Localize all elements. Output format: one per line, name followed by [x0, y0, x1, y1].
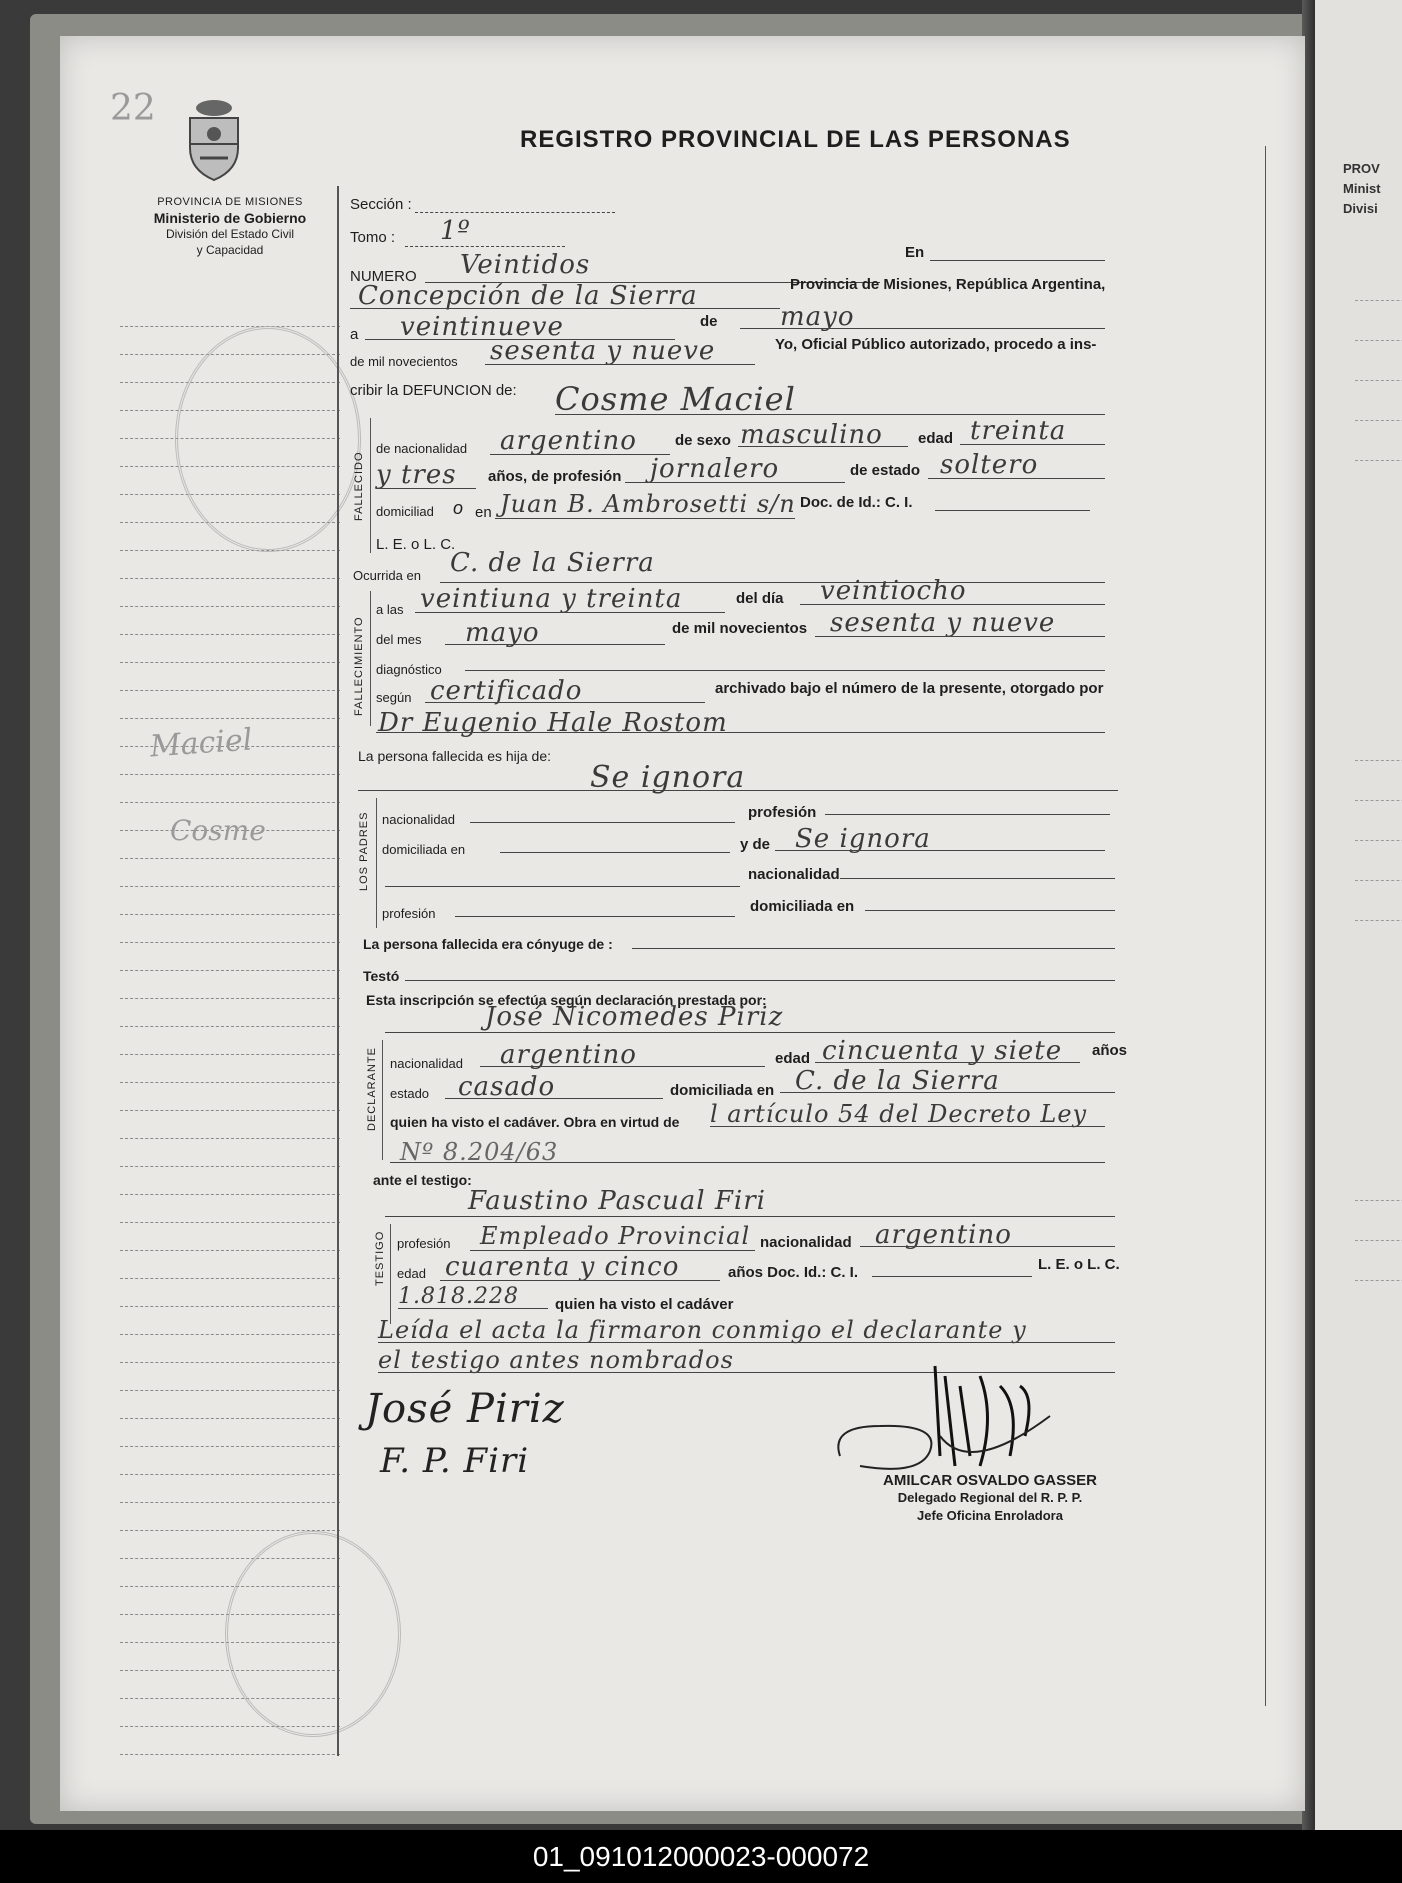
nacionalidad-label: de nacionalidad: [376, 441, 468, 456]
page-number: 22: [110, 88, 156, 129]
edad-value: treinta: [970, 416, 1067, 446]
a-las-label: a las: [376, 602, 404, 617]
ocurrida-value: C. de la Sierra: [450, 548, 655, 578]
archive-identifier: 01_091012000023-000072: [0, 1830, 1402, 1883]
anio-prefix-label: de mil novecientos: [350, 354, 458, 369]
numero-value: Veintidos: [460, 250, 591, 280]
next-page-rule: [1355, 380, 1402, 381]
padre-nacionalidad-line: [470, 822, 735, 823]
ocurrida-label: Ocurrida en: [353, 568, 421, 583]
padres-section-label: LOS PADRES: [358, 811, 370, 891]
seccion-line: [415, 212, 615, 213]
official-role-1: Delegado Regional del R. P. P.: [897, 1490, 1083, 1505]
segun-value: certificado: [430, 676, 583, 706]
declarante-nacionalidad-label: nacionalidad: [390, 1056, 464, 1071]
padre-nacionalidad-label: nacionalidad: [382, 812, 456, 827]
madre-value: Se ignora: [795, 824, 931, 854]
sexo-label: de sexo: [675, 432, 731, 449]
declarante-estado-label: estado: [390, 1086, 430, 1101]
tomo-label: Tomo :: [350, 229, 396, 246]
hora-line: [415, 612, 725, 613]
margin-rule: [120, 1754, 340, 1755]
closing-line-1-rule: [378, 1342, 1115, 1343]
margin-rule: [120, 718, 340, 719]
margin-rule: [120, 970, 340, 971]
faded-stamp-bottom: [225, 1531, 401, 1737]
form-right-border: [1265, 146, 1266, 1706]
testigo-doc-line: [872, 1276, 1032, 1277]
coat-of-arms-icon: [180, 96, 248, 182]
next-page-rule: [1355, 1240, 1402, 1241]
declarante-edad-label: edad: [775, 1050, 811, 1067]
signature-declarante: José Piriz: [365, 1386, 565, 1432]
dia-fallecimiento-line: [800, 604, 1105, 605]
margin-rule: [120, 1278, 340, 1279]
margin-rule: [120, 690, 340, 691]
declarante-nacionalidad-line: [480, 1066, 765, 1067]
hija-de-label: La persona fallecida es hija de:: [358, 748, 552, 764]
declarante-domicilio-value: C. de la Sierra: [795, 1066, 1000, 1096]
document-page: [60, 36, 1305, 1811]
signature-testigo: F. P. Firi: [380, 1441, 530, 1481]
y-de-label: y de: [740, 836, 771, 853]
margin-header-province: PROVINCIA DE MISIONES: [157, 196, 303, 208]
next-page-rule: [1355, 800, 1402, 801]
margin-rule: [120, 998, 340, 999]
a-label: a: [350, 326, 359, 343]
dia-value: veintinueve: [400, 312, 564, 342]
anio-fallecimiento-label: de mil novecientos: [672, 620, 808, 637]
next-page-rule: [1355, 300, 1402, 301]
margin-header-division: División del Estado Civil: [165, 227, 295, 241]
padres-bracket: [376, 798, 377, 928]
domicilio-line: [495, 518, 795, 519]
de-label: de: [700, 313, 718, 330]
declarante-name-line: [385, 1032, 1115, 1033]
margin-rule: [120, 1222, 340, 1223]
next-page-rule: [1355, 920, 1402, 921]
margin-rule: [120, 634, 340, 635]
profesion-label: años, de profesión: [488, 468, 622, 485]
testigo-doc-label: años Doc. Id.: C. I.: [728, 1264, 859, 1281]
margin-rule: [120, 550, 340, 551]
tomo-value: 1º: [440, 216, 471, 246]
oficial-statement: Yo, Oficial Público autorizado, procedo a ins-: [775, 336, 1097, 353]
medico-value: Dr Eugenio Hale Rostom: [378, 708, 728, 738]
next-page-line2: Minist: [1343, 181, 1381, 196]
margin-header-ministry: Ministerio de Gobierno: [153, 210, 307, 226]
tomo-line: [405, 246, 565, 247]
testigo-profesion-value: Empleado Provincial: [480, 1222, 751, 1250]
anio-value: sesenta y nueve: [490, 336, 716, 366]
next-page-rule: [1355, 420, 1402, 421]
dia-fallecimiento-value: veintiocho: [820, 576, 967, 606]
testigo-edad-label: edad: [397, 1266, 426, 1281]
next-page-rule: [1355, 460, 1402, 461]
lugar-line: [350, 308, 780, 309]
testigo-section-label: TESTIGO: [374, 1230, 386, 1286]
testigo-intro: ante el testigo:: [373, 1172, 472, 1188]
testigo-edad-line: [440, 1280, 720, 1281]
margin-rule: [120, 1138, 340, 1139]
margin-rule: [120, 1418, 340, 1419]
anio-fallecimiento-line: [815, 636, 1105, 637]
doc-label: Doc. de Id.: C. I.: [800, 494, 913, 511]
padre-line: [358, 790, 1118, 791]
next-page-rule: [1355, 340, 1402, 341]
anio-fallecimiento-value: sesenta y nueve: [830, 608, 1056, 638]
margin-rule: [120, 1166, 340, 1167]
testo-line: [405, 980, 1115, 981]
testigo-profesion-line: [470, 1250, 755, 1251]
decreto-value: Nº 8.204/63: [400, 1138, 559, 1166]
testigo-le-lc-label: L. E. o L. C.: [1038, 1256, 1120, 1273]
profesion-line: [625, 482, 845, 483]
mes-fallecimiento-line: [445, 644, 665, 645]
next-page-line3: Divisi: [1343, 201, 1378, 216]
madre-extra-line: [385, 886, 740, 887]
margin-note-surname: Maciel: [148, 722, 254, 765]
margin-rule: [120, 1194, 340, 1195]
official-name: AMILCAR OSVALDO GASSER: [883, 1472, 1097, 1489]
margin-rule: [120, 326, 340, 327]
testigo-nacionalidad-value: argentino: [875, 1220, 1012, 1250]
domicilio-en-label: en: [475, 504, 492, 521]
declarante-anios-label: años: [1092, 1042, 1128, 1059]
testigo-nacionalidad-label: nacionalidad: [760, 1234, 852, 1251]
margin-rule: [120, 1082, 340, 1083]
edad-value-cont: y tres: [376, 460, 457, 490]
margin-rule: [120, 578, 340, 579]
seccion-label: Sección :: [350, 196, 412, 213]
margin-rule: [120, 1250, 340, 1251]
madre-profesion-label: profesión: [382, 906, 436, 921]
madre-nacionalidad-line: [840, 878, 1115, 879]
domicilio-suffix: o: [453, 498, 464, 518]
edad-line: [960, 444, 1105, 445]
next-page-rule: [1355, 1200, 1402, 1201]
declarante-estado-line: [445, 1098, 663, 1099]
declarante-edad-line: [815, 1062, 1080, 1063]
numero-label: NUMERO: [350, 268, 417, 285]
domicilio-label: domiciliad: [376, 504, 434, 519]
padre-value: Se ignora: [590, 760, 746, 795]
madre-domicilio-label: domiciliada en: [750, 898, 855, 915]
margin-note-given-name: Cosme: [170, 814, 266, 847]
declarante-domicilio-line: [780, 1092, 1115, 1093]
margin-rule: [120, 914, 340, 915]
testigo-name-line: [385, 1216, 1115, 1217]
decreto-line: [390, 1162, 1105, 1163]
testigo-profesion-label: profesión: [397, 1236, 451, 1251]
edad-cont-line: [376, 488, 476, 489]
margin-rule: [120, 942, 340, 943]
margin-rule: [120, 1306, 340, 1307]
domicilio-value: Juan B. Ambrosetti s/n: [500, 490, 796, 518]
margin-rule: [120, 1362, 340, 1363]
margin-rule: [120, 886, 340, 887]
conyuge-label: La persona fallecida era cónyuge de :: [363, 936, 613, 952]
declarante-domicilio-label: domiciliada en: [670, 1082, 775, 1099]
next-page-line1: PROV: [1343, 161, 1380, 176]
le-lc-label: L. E. o L. C.: [376, 536, 456, 553]
madre-profesion-line: [455, 916, 735, 917]
declarante-section-label: DECLARANTE: [366, 1047, 378, 1131]
declarante-bracket: [382, 1040, 383, 1160]
margin-rule: [120, 858, 340, 859]
declarante-cadaver-label: quien ha visto el cadáver. Obra en virtud de: [390, 1114, 680, 1130]
deceased-name-value: Cosme Maciel: [555, 380, 796, 418]
margin-header: [110, 194, 350, 258]
declarante-name-value: José Nicomedes Piriz: [485, 1002, 784, 1032]
hora-value: veintiuna y treinta: [420, 584, 683, 614]
margin-rule: [120, 1390, 340, 1391]
en-label: En: [905, 244, 925, 261]
padre-profesion-label: profesión: [748, 804, 817, 821]
edad-label: edad: [918, 430, 954, 447]
segun-label: según: [376, 690, 412, 705]
mes-line: [740, 328, 1105, 329]
form-left-border: [337, 186, 339, 1756]
margin-rule: [120, 606, 340, 607]
nacionalidad-value: argentino: [500, 426, 637, 456]
official-role-2: Jefe Oficina Enroladora: [917, 1508, 1063, 1523]
anio-line: [485, 364, 755, 365]
closing-line-2: el testigo antes nombrados: [378, 1346, 734, 1374]
declarante-nacionalidad-value: argentino: [500, 1040, 637, 1070]
en-line: [930, 260, 1105, 261]
official-signature-icon: [820, 1356, 1080, 1486]
margin-rule: [120, 1054, 340, 1055]
testigo-ci-line: [398, 1308, 548, 1309]
sexo-value: masculino: [740, 420, 883, 450]
next-page-rule: [1355, 760, 1402, 761]
conyuge-line: [632, 948, 1115, 949]
margin-rule: [120, 1474, 340, 1475]
sexo-line: [738, 446, 908, 447]
ocurrida-line: [440, 582, 1105, 583]
madre-nacionalidad-label: nacionalidad: [748, 866, 840, 883]
testigo-bracket: [390, 1224, 391, 1324]
margin-rule: [120, 1446, 340, 1447]
deceased-name-line: [555, 414, 1105, 415]
inscribir-label: cribir la DEFUNCION de:: [350, 382, 517, 399]
provincia-label: Provincia de Misiones, República Argentina,: [790, 276, 1106, 293]
testigo-name-value: Faustino Pascual Firi: [468, 1186, 766, 1216]
obra-line: [710, 1126, 1105, 1127]
mes-value: mayo: [780, 302, 855, 332]
segun-line: [425, 702, 705, 703]
next-page-rule: [1355, 840, 1402, 841]
estado-label: de estado: [850, 462, 921, 479]
del-mes-label: del mes: [376, 632, 422, 647]
estado-line: [928, 478, 1105, 479]
nacionalidad-line: [490, 454, 670, 455]
estado-value: soltero: [940, 450, 1039, 480]
lugar-value: Concepción de la Sierra: [358, 281, 698, 311]
doc-line: [935, 510, 1090, 511]
faded-stamp-top: [175, 326, 361, 552]
document-title: REGISTRO PROVINCIAL DE LAS PERSONAS: [520, 126, 1071, 153]
margin-rule: [120, 1026, 340, 1027]
padre-domicilio-label: domiciliada en: [382, 842, 466, 857]
madre-domicilio-line: [865, 910, 1115, 911]
medico-line: [376, 732, 1105, 733]
declarante-estado-value: casado: [458, 1072, 556, 1102]
margin-rule: [120, 774, 340, 775]
padre-domicilio-line: [500, 852, 730, 853]
next-page-edge: [1315, 0, 1402, 1830]
margin-rule: [120, 1334, 340, 1335]
testigo-ci-value: 1.818.228: [398, 1284, 519, 1309]
fallecimiento-section-label: FALLECIMIENTO: [353, 616, 365, 716]
declaracion-intro: Esta inscripción se efectúa según declaración prestada por:: [366, 992, 767, 1008]
fallecimiento-bracket: [370, 591, 371, 726]
mes-fallecimiento-value: mayo: [465, 618, 540, 648]
next-page-rule: [1355, 1280, 1402, 1281]
fallecido-bracket: [370, 418, 371, 553]
margin-header-capacity: y Capacidad: [196, 243, 264, 257]
del-dia-label: del día: [736, 590, 784, 607]
archivado-label: archivado bajo el número de la presente, otorgado por: [715, 680, 1104, 697]
profesion-value: jornalero: [650, 454, 780, 484]
next-page-rule: [1355, 880, 1402, 881]
declarante-edad-value: cincuenta y siete: [822, 1036, 1063, 1066]
margin-rule: [120, 802, 340, 803]
closing-line-1: Leída el acta la firmaron conmigo el declarante y: [378, 1316, 1027, 1344]
madre-line: [775, 850, 1105, 851]
testo-label: Testó: [363, 968, 400, 984]
diagnostico-label: diagnóstico: [376, 662, 442, 677]
margin-rule: [120, 1110, 340, 1111]
diagnostico-line: [465, 670, 1105, 671]
margin-rule: [120, 662, 340, 663]
fallecido-section-label: FALLECIDO: [353, 451, 365, 521]
margin-rule: [120, 1502, 340, 1503]
testigo-nacionalidad-line: [860, 1246, 1115, 1247]
obra-value: l artículo 54 del Decreto Ley: [710, 1100, 1088, 1128]
testigo-cadaver-label: quien ha visto el cadáver: [555, 1296, 734, 1313]
padre-profesion-line: [825, 814, 1110, 815]
testigo-edad-value: cuarenta y cinco: [445, 1252, 680, 1282]
